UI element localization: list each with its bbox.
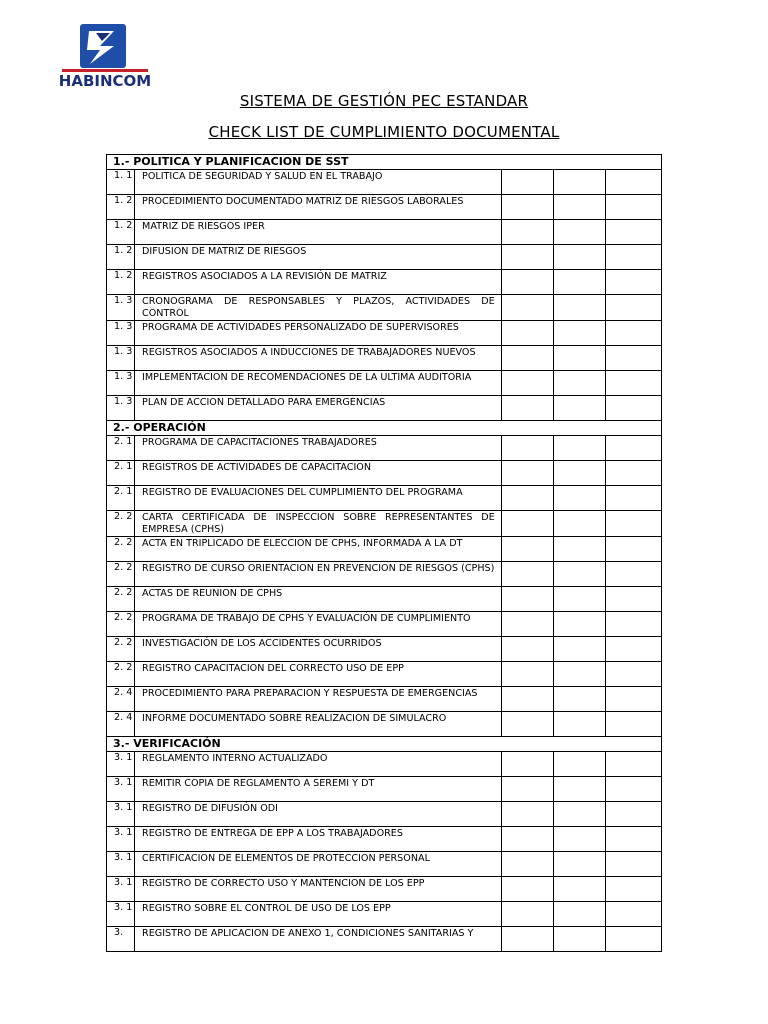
check-cell[interactable] bbox=[553, 562, 605, 587]
item-number: 2. 2 bbox=[107, 637, 135, 662]
checklist-row bbox=[107, 371, 662, 396]
check-cell[interactable] bbox=[605, 877, 661, 902]
check-cell[interactable] bbox=[605, 777, 661, 802]
check-cell[interactable] bbox=[501, 852, 553, 877]
checklist-row bbox=[107, 662, 662, 687]
check-cell[interactable] bbox=[605, 537, 661, 562]
check-cell[interactable] bbox=[605, 511, 661, 537]
checklist-row bbox=[107, 245, 662, 270]
check-cell[interactable] bbox=[553, 461, 605, 486]
item-number: 3. bbox=[107, 927, 135, 952]
checklist-row bbox=[107, 927, 662, 952]
item-number: 2. 1 bbox=[107, 461, 135, 486]
checklist-row bbox=[107, 852, 662, 877]
item-number: 3. 1 bbox=[107, 802, 135, 827]
item-number: 1. 1 bbox=[107, 170, 135, 195]
section-header-row bbox=[107, 421, 662, 436]
item-number: 2. 4 bbox=[107, 687, 135, 712]
check-cell[interactable] bbox=[501, 802, 553, 827]
check-cell[interactable] bbox=[501, 877, 553, 902]
check-cell[interactable] bbox=[553, 195, 605, 220]
item-number: 3. 1 bbox=[107, 777, 135, 802]
item-number: 3. 1 bbox=[107, 852, 135, 877]
item-number: 1. 3 bbox=[107, 346, 135, 371]
item-description: REGISTRO DE APLICACION DE ANEXO 1, CONDICIONES SANITARIAS Y bbox=[135, 927, 502, 952]
check-cell[interactable] bbox=[605, 562, 661, 587]
item-description: ACTA EN TRIPLICADO DE ELECCION DE CPHS, INFORMADA A LA DT bbox=[135, 537, 502, 562]
item-description: REGLAMENTO INTERNO ACTUALIZADO bbox=[135, 752, 502, 777]
check-cell[interactable] bbox=[501, 537, 553, 562]
section-header-row bbox=[107, 737, 662, 752]
check-cell[interactable] bbox=[605, 346, 661, 371]
item-number: 2. 1 bbox=[107, 436, 135, 461]
item-number: 3. 1 bbox=[107, 877, 135, 902]
check-cell[interactable] bbox=[553, 777, 605, 802]
checklist-row bbox=[107, 220, 662, 245]
check-cell[interactable] bbox=[501, 436, 553, 461]
item-description: PLAN DE ACCION DETALLADO PARA EMERGENCIAS bbox=[135, 396, 502, 421]
item-number: 2. 2 bbox=[107, 612, 135, 637]
check-cell[interactable] bbox=[553, 436, 605, 461]
checklist-row bbox=[107, 270, 662, 295]
check-cell[interactable] bbox=[553, 662, 605, 687]
check-cell[interactable] bbox=[501, 687, 553, 712]
check-cell[interactable] bbox=[501, 927, 553, 952]
check-cell[interactable] bbox=[501, 752, 553, 777]
check-cell[interactable] bbox=[553, 295, 605, 321]
item-number: 1. 3 bbox=[107, 371, 135, 396]
check-cell[interactable] bbox=[553, 396, 605, 421]
section-header-row bbox=[107, 155, 662, 170]
item-number: 2. 2 bbox=[107, 562, 135, 587]
item-description: REGISTRO DE ENTREGA DE EPP A LOS TRABAJADORES bbox=[135, 827, 502, 852]
check-cell[interactable] bbox=[605, 195, 661, 220]
check-cell[interactable] bbox=[605, 752, 661, 777]
item-description: ACTAS DE REUNION DE CPHS bbox=[135, 587, 502, 612]
item-description: REGISTRO DE DIFUSIÓN ODI bbox=[135, 802, 502, 827]
checklist-row bbox=[107, 712, 662, 737]
check-cell[interactable] bbox=[501, 461, 553, 486]
checklist-row bbox=[107, 802, 662, 827]
checklist-row bbox=[107, 637, 662, 662]
check-cell[interactable] bbox=[605, 852, 661, 877]
check-cell[interactable] bbox=[605, 321, 661, 346]
checklist-row bbox=[107, 587, 662, 612]
item-number: 2. 2 bbox=[107, 537, 135, 562]
check-cell[interactable] bbox=[605, 220, 661, 245]
item-number: 2. 4 bbox=[107, 712, 135, 737]
checklist-row bbox=[107, 902, 662, 927]
check-cell[interactable] bbox=[501, 270, 553, 295]
check-cell[interactable] bbox=[501, 827, 553, 852]
document-title: SISTEMA DE GESTIÓN PEC ESTANDAR bbox=[239, 92, 529, 110]
item-description: REGISTRO CAPACITACION DEL CORRECTO USO DE EPP bbox=[135, 662, 502, 687]
item-number: 3. 1 bbox=[107, 827, 135, 852]
check-cell[interactable] bbox=[553, 537, 605, 562]
item-description: CARTA CERTIFICADA DE INSPECCION SOBRE REPRESENTANTES DE EMPRESA (CPHS) bbox=[135, 511, 502, 537]
item-description: INFORME DOCUMENTADO SOBRE REALIZACION DE SIMULACRO bbox=[135, 712, 502, 737]
check-cell[interactable] bbox=[553, 587, 605, 612]
check-cell[interactable] bbox=[501, 902, 553, 927]
check-cell[interactable] bbox=[501, 712, 553, 737]
check-cell[interactable] bbox=[501, 587, 553, 612]
check-cell[interactable] bbox=[605, 662, 661, 687]
item-description: REGISTROS DE ACTIVIDADES DE CAPACITACION bbox=[135, 461, 502, 486]
check-cell[interactable] bbox=[605, 170, 661, 195]
section-title: 1.- POLITICA Y PLANIFICACION DE SST bbox=[107, 155, 662, 170]
check-cell[interactable] bbox=[605, 637, 661, 662]
item-number: 3. 1 bbox=[107, 902, 135, 927]
check-cell[interactable] bbox=[501, 637, 553, 662]
check-cell[interactable] bbox=[553, 321, 605, 346]
check-cell[interactable] bbox=[501, 245, 553, 270]
item-number: 1. 2 bbox=[107, 220, 135, 245]
checklist-row bbox=[107, 511, 662, 537]
checklist-row bbox=[107, 687, 662, 712]
item-description: INVESTIGACIÓN DE LOS ACCIDENTES OCURRIDOS bbox=[135, 637, 502, 662]
check-cell[interactable] bbox=[605, 712, 661, 737]
checklist-row bbox=[107, 295, 662, 321]
item-number: 1. 3 bbox=[107, 396, 135, 421]
checklist-row bbox=[107, 170, 662, 195]
item-description: PROGRAMA DE ACTIVIDADES PERSONALIZADO DE SUPERVISORES bbox=[135, 321, 502, 346]
check-cell[interactable] bbox=[553, 371, 605, 396]
checklist-row bbox=[107, 195, 662, 220]
check-cell[interactable] bbox=[605, 396, 661, 421]
checklist-row bbox=[107, 396, 662, 421]
item-description: PROGRAMA DE CAPACITACIONES TRABAJADORES bbox=[135, 436, 502, 461]
check-cell[interactable] bbox=[501, 396, 553, 421]
item-description: PROGRAMA DE TRABAJO DE CPHS Y EVALUACIÓN DE CUMPLIMIENTO bbox=[135, 612, 502, 637]
checklist-row bbox=[107, 612, 662, 637]
check-cell[interactable] bbox=[605, 827, 661, 852]
check-cell[interactable] bbox=[501, 371, 553, 396]
check-cell[interactable] bbox=[553, 612, 605, 637]
item-description: CERTIFICACION DE ELEMENTOS DE PROTECCION PERSONAL bbox=[135, 852, 502, 877]
document-subtitle: CHECK LIST DE CUMPLIMIENTO DOCUMENTAL bbox=[208, 123, 560, 141]
check-cell[interactable] bbox=[553, 712, 605, 737]
check-cell[interactable] bbox=[553, 802, 605, 827]
item-description: PROCEDIMIENTO DOCUMENTADO MATRIZ DE RIESGOS LABORALES bbox=[135, 195, 502, 220]
check-cell[interactable] bbox=[605, 902, 661, 927]
item-description: REGISTROS ASOCIADOS A INDUCCIONES DE TRABAJADORES NUEVOS bbox=[135, 346, 502, 371]
section-title: 3.- VERIFICACIÓN bbox=[107, 737, 662, 752]
item-description: REGISTRO DE CURSO ORIENTACION EN PREVENCION DE RIESGOS (CPHS) bbox=[135, 562, 502, 587]
checklist-row bbox=[107, 461, 662, 486]
check-cell[interactable] bbox=[605, 802, 661, 827]
company-logo bbox=[56, 22, 152, 94]
logo-text: HABINCOM bbox=[58, 72, 152, 90]
check-cell[interactable] bbox=[553, 902, 605, 927]
check-cell[interactable] bbox=[553, 877, 605, 902]
item-description: REGISTRO SOBRE EL CONTROL DE USO DE LOS EPP bbox=[135, 902, 502, 927]
check-cell[interactable] bbox=[553, 346, 605, 371]
check-cell[interactable] bbox=[501, 486, 553, 511]
item-number: 2. 1 bbox=[107, 486, 135, 511]
check-cell[interactable] bbox=[501, 220, 553, 245]
checklist-row bbox=[107, 436, 662, 461]
checklist-row bbox=[107, 321, 662, 346]
check-cell[interactable] bbox=[553, 170, 605, 195]
check-cell[interactable] bbox=[553, 752, 605, 777]
item-number: 2. 2 bbox=[107, 511, 135, 537]
check-cell[interactable] bbox=[553, 637, 605, 662]
check-cell[interactable] bbox=[501, 612, 553, 637]
check-cell[interactable] bbox=[553, 827, 605, 852]
check-cell[interactable] bbox=[501, 195, 553, 220]
checklist-row bbox=[107, 752, 662, 777]
check-cell[interactable] bbox=[501, 562, 553, 587]
checklist-row bbox=[107, 827, 662, 852]
item-description: PROCEDIMIENTO PARA PREPARACION Y RESPUESTA DE EMERGENCIAS bbox=[135, 687, 502, 712]
check-cell[interactable] bbox=[605, 436, 661, 461]
check-cell[interactable] bbox=[501, 295, 553, 321]
check-cell[interactable] bbox=[605, 245, 661, 270]
check-cell[interactable] bbox=[605, 587, 661, 612]
check-cell[interactable] bbox=[553, 511, 605, 537]
checklist-row bbox=[107, 777, 662, 802]
item-number: 1. 2 bbox=[107, 245, 135, 270]
item-description: REGISTRO DE CORRECTO USO Y MANTENCION DE LOS EPP bbox=[135, 877, 502, 902]
checklist-row bbox=[107, 562, 662, 587]
check-cell[interactable] bbox=[605, 461, 661, 486]
item-number: 2. 2 bbox=[107, 662, 135, 687]
item-description: REGISTRO DE EVALUACIONES DEL CUMPLIMIENTO DEL PROGRAMA bbox=[135, 486, 502, 511]
item-description: MATRIZ DE RIESGOS IPER bbox=[135, 220, 502, 245]
check-cell[interactable] bbox=[605, 612, 661, 637]
item-description: POLITICA DE SEGURIDAD Y SALUD EN EL TRABAJO bbox=[135, 170, 502, 195]
check-cell[interactable] bbox=[553, 687, 605, 712]
check-cell[interactable] bbox=[605, 371, 661, 396]
checklist-row bbox=[107, 346, 662, 371]
check-cell[interactable] bbox=[501, 777, 553, 802]
check-cell[interactable] bbox=[605, 486, 661, 511]
item-description: CRONOGRAMA DE RESPONSABLES Y PLAZOS, ACTIVIDADES DE CONTROL bbox=[135, 295, 502, 321]
item-description: REGISTROS ASOCIADOS A LA REVISIÓN DE MATRIZ bbox=[135, 270, 502, 295]
check-cell[interactable] bbox=[605, 270, 661, 295]
checklist-row bbox=[107, 486, 662, 511]
item-description: REMITIR COPIA DE REGLAMENTO A SEREMI Y DT bbox=[135, 777, 502, 802]
checklist-row bbox=[107, 537, 662, 562]
item-number: 1. 3 bbox=[107, 321, 135, 346]
check-cell[interactable] bbox=[553, 486, 605, 511]
check-cell[interactable] bbox=[605, 687, 661, 712]
item-number: 2. 2 bbox=[107, 587, 135, 612]
habincom-logo-graphic bbox=[56, 22, 152, 94]
section-title: 2.- OPERACIÓN bbox=[107, 421, 662, 436]
check-cell[interactable] bbox=[553, 927, 605, 952]
item-description: DIFUSION DE MATRIZ DE RIESGOS bbox=[135, 245, 502, 270]
check-cell[interactable] bbox=[501, 511, 553, 537]
item-number: 3. 1 bbox=[107, 752, 135, 777]
checklist-row bbox=[107, 877, 662, 902]
check-cell[interactable] bbox=[553, 220, 605, 245]
check-cell[interactable] bbox=[605, 295, 661, 321]
checklist-table bbox=[106, 154, 662, 952]
item-number: 1. 2 bbox=[107, 270, 135, 295]
item-number: 1. 3 bbox=[107, 295, 135, 321]
check-cell[interactable] bbox=[501, 321, 553, 346]
item-description: IMPLEMENTACION DE RECOMENDACIONES DE LA ULTIMA AUDITORIA bbox=[135, 371, 502, 396]
check-cell[interactable] bbox=[501, 170, 553, 195]
check-cell[interactable] bbox=[501, 662, 553, 687]
check-cell[interactable] bbox=[553, 852, 605, 877]
check-cell[interactable] bbox=[553, 270, 605, 295]
check-cell[interactable] bbox=[605, 927, 661, 952]
check-cell[interactable] bbox=[501, 346, 553, 371]
check-cell[interactable] bbox=[553, 245, 605, 270]
item-number: 1. 2 bbox=[107, 195, 135, 220]
